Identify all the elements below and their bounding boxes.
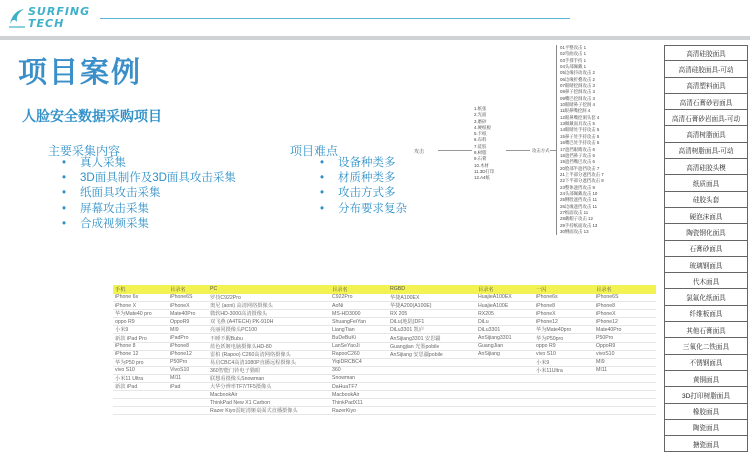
mask-type-cell: 3D打印树脂面具 xyxy=(664,387,748,403)
flow-item: 11眼鼻嘴挖洞 4 xyxy=(560,108,591,114)
table-row xyxy=(113,374,656,382)
surfing-tech-logo xyxy=(8,4,98,30)
flow-item: 7.硅胶 xyxy=(474,143,487,149)
flow-item: 07眼睛挖洞攻击 3 xyxy=(560,83,595,89)
mask-type-cell: 三氧化二铁面具 xyxy=(664,338,748,354)
flow-item: 11.3D打印 xyxy=(474,168,495,174)
table-cell: vivo S10 xyxy=(536,351,556,358)
table-cell: DiLu3301 凯庐 xyxy=(390,327,425,334)
mask-type-cell: 纸质面具 xyxy=(664,175,748,191)
table-cell: Mate40Pro xyxy=(596,326,622,333)
table-cell: MI9 xyxy=(596,359,605,366)
main-content-heading: 主要采集内容 xyxy=(48,144,121,158)
table-cell xyxy=(168,399,208,407)
table-cell xyxy=(594,399,656,407)
table-cell: AnSijiang3301 安思疆 xyxy=(390,335,441,342)
table-header-row xyxy=(113,285,656,294)
table-cell: iPhone 12 xyxy=(115,351,139,358)
mask-type-cell: 玻璃钢面具 xyxy=(664,257,748,273)
table-cell: ThinkPadX11 xyxy=(332,399,363,406)
table-cell: MacbookAir xyxy=(332,391,360,398)
table-cell xyxy=(476,366,534,374)
table-cell: ShuangFeiYan xyxy=(332,318,366,325)
table-cell: vivoS10 xyxy=(596,351,615,358)
table-cell: MI11 xyxy=(170,375,182,382)
table-cell xyxy=(388,358,476,366)
table-cell: VivoS10 xyxy=(170,367,190,374)
mask-type-list xyxy=(664,45,748,452)
flow-item: 29手持纸面攻击 13 xyxy=(560,222,598,228)
table-cell: iPhone6S xyxy=(170,294,193,301)
table-cell xyxy=(476,391,534,399)
table-cell xyxy=(113,407,168,415)
table-cell: 雷柏 (Rapoo) C260高清网络摄像头 xyxy=(210,351,291,358)
list-item: • 3D面具制作及3D面具攻击采集 xyxy=(62,171,236,186)
table-cell: oppo R9 xyxy=(115,318,135,325)
table-cell: RX 205 xyxy=(390,310,408,317)
mask-type-cell: 纤维板面具 xyxy=(664,306,748,322)
table-cell: AnSijiang3301 xyxy=(478,335,512,342)
table-cell: DiLu xyxy=(478,318,489,325)
table-cell: 奥尼 (aoni) 高清网络摄像头 xyxy=(210,303,273,310)
flow-item: 10.木材 xyxy=(474,162,489,168)
flow-item: 1.纸张 xyxy=(474,106,487,111)
table-cell: Snowman xyxy=(332,375,356,382)
list-item: • 合成视频采集 xyxy=(62,217,236,232)
attack-flow-diagram xyxy=(408,42,648,264)
flow-item: 26边缘遮挡攻击 11 xyxy=(560,203,598,209)
table-cell: iPhone8 xyxy=(536,302,556,309)
table-row xyxy=(113,358,656,366)
column-header: RGBD xyxy=(388,285,476,294)
list-item: • 设备种类多 xyxy=(320,156,407,171)
list-item: • 材质种类多 xyxy=(320,171,407,186)
table-cell: 小米9 xyxy=(115,327,129,334)
table-cell: iPhone X xyxy=(115,302,137,309)
table-cell xyxy=(388,399,476,407)
logo-text-line1: SURFING xyxy=(28,5,91,18)
table-cell: GuangJian xyxy=(478,343,504,350)
project-title: 人脸安全数据采购项目 xyxy=(22,108,162,124)
list-item: • 真人采集 xyxy=(62,156,236,171)
flow-item: 02弯曲攻击 1 xyxy=(560,51,587,57)
mask-type-cell: 其他石膏面具 xyxy=(664,322,748,338)
table-cell: DiLu(地陆)DF1 xyxy=(390,319,425,326)
table-cell: iPhone12 xyxy=(596,318,618,325)
table-row xyxy=(113,326,656,334)
mask-type-cell: 高清塑料面具 xyxy=(664,78,748,94)
table-cell: iPhone6S xyxy=(596,294,619,301)
table-cell: 360 xyxy=(332,367,341,374)
table-row xyxy=(113,366,656,374)
table-cell: 联想看摄像头Snowman xyxy=(210,375,265,382)
table-cell: iPhone6s xyxy=(536,294,558,301)
mask-type-cell: 硅胶头套 xyxy=(664,192,748,208)
table-cell: 小米9 xyxy=(536,359,550,366)
table-row xyxy=(113,342,656,350)
mask-type-cell: 高清硅胶面具-可动 xyxy=(664,61,748,77)
table-cell: OppoR9 xyxy=(596,343,616,350)
table-cell: AnSijiang xyxy=(478,351,500,358)
table-cell: AoNi xyxy=(332,302,344,309)
table-cell: C922Pro xyxy=(332,294,353,301)
table-cell: RX205 xyxy=(478,310,494,317)
table-cell: AnSijiang 安思疆pobile xyxy=(390,351,443,358)
column-header: 目录名 xyxy=(594,285,656,294)
table-row xyxy=(113,302,656,310)
flow-item: 8.树脂 xyxy=(474,150,487,156)
flow-item: 24头部佩戴攻击 10 xyxy=(560,190,598,196)
table-cell: Guangjian 光鉴pobile xyxy=(390,343,440,350)
list-item: • 攻击方式多 xyxy=(320,186,407,201)
table-cell: 亮丽同摄像头PC100 xyxy=(210,327,257,334)
flow-item: 05边缘抖动攻击 2 xyxy=(560,70,595,76)
table-cell: 华为P50 pro xyxy=(115,359,144,366)
table-cell: 华捷A200(A100E) xyxy=(390,303,432,310)
table-cell: ThinkPad New X1 Carbon xyxy=(210,399,270,406)
table-cell xyxy=(476,374,534,382)
table-cell: 易启CBC4高清1080P直播远程摄像头 xyxy=(210,359,296,366)
table-row xyxy=(113,383,656,391)
table-cell: oppo R9 xyxy=(536,343,556,350)
flow-item: 2.光面 xyxy=(474,112,487,118)
table-cell: Mate40Pro xyxy=(170,310,196,317)
table-cell: LiangTian xyxy=(332,326,355,333)
column-header: 手机 xyxy=(113,285,168,294)
difficulty-heading: 项目难点 xyxy=(290,144,339,158)
table-cell: 双飞燕 (A4TECH) PK-910H xyxy=(210,319,274,326)
table-cell: Razer Kiyo雷蛇清姬桌面式直播摄像头 xyxy=(210,408,298,415)
mask-type-cell: 不锈钢面具 xyxy=(664,355,748,371)
flow-item: 22下半部分遮挡攻击 8 xyxy=(560,178,604,184)
table-cell: iPhone 6s xyxy=(115,294,139,301)
table-cell: iPhone12 xyxy=(536,318,558,325)
flow-root-label: 攻击 xyxy=(414,149,425,155)
flow-item: 12.A4纸 xyxy=(474,175,490,181)
flow-item: 13佩戴面具攻击 5 xyxy=(560,121,595,127)
flow-item: 4.硬纸板 xyxy=(474,124,491,130)
table-cell: 华为Mate40pro xyxy=(536,327,572,334)
mask-type-cell: 硬泡沫面具 xyxy=(664,208,748,224)
logo-text-line2: TECH xyxy=(28,17,65,30)
main-content-list xyxy=(62,156,236,232)
table-row xyxy=(113,334,656,342)
table-cell: P50Pro xyxy=(596,335,614,342)
mask-type-cell: 高清树脂面具 xyxy=(664,126,748,142)
table-cell: 罗技C922Pro xyxy=(210,294,241,301)
flow-item: 14眼睛处手持攻击 5 xyxy=(560,127,600,133)
flow-item: 17遮挡眼睛攻击 6 xyxy=(560,146,595,152)
table-cell: RapooC260 xyxy=(332,351,360,358)
table-row xyxy=(113,407,656,415)
table-row xyxy=(113,391,656,399)
table-cell: MS-HD3000 xyxy=(332,310,361,317)
mask-type-cell: 高清硅胶面具 xyxy=(664,45,748,61)
table-cell xyxy=(534,391,594,399)
table-cell: HuajieA100E xyxy=(478,302,509,309)
mask-type-cell: 高清树脂面具-可动 xyxy=(664,143,748,159)
mask-type-cell: 陶瓷钢化面具 xyxy=(664,224,748,240)
mask-type-cell: 橡胶面具 xyxy=(664,404,748,420)
table-cell: 大华分辨率TF7/TF5摄像头 xyxy=(210,384,272,391)
table-cell: iPhone 8 xyxy=(115,343,136,350)
table-cell: iPhoneX xyxy=(596,310,616,317)
column-header: 目录名 xyxy=(168,285,208,294)
table-cell: 新款 iPad xyxy=(115,384,138,391)
mask-type-cell: 陶瓷面具 xyxy=(664,420,748,436)
flow-item: 04头部佩戴 1 xyxy=(560,64,587,70)
header-bar xyxy=(0,36,750,40)
table-cell: RazerKiyo xyxy=(332,407,356,414)
table-cell: OppoR9 xyxy=(170,318,190,325)
table-cell: iPhone8 xyxy=(170,343,190,350)
table-cell xyxy=(594,383,656,391)
table-cell: iPad xyxy=(170,383,181,390)
table-cell: MI9 xyxy=(170,326,179,333)
table-row xyxy=(113,294,656,302)
table-cell: iPhone12 xyxy=(170,351,192,358)
table-cell: iPhoneX xyxy=(536,310,556,317)
table-cell: DiLu3301 xyxy=(478,326,501,333)
table-cell xyxy=(594,374,656,382)
table-row xyxy=(113,399,656,407)
flow-connector xyxy=(506,150,530,151)
list-item: • 屏幕攻击采集 xyxy=(62,202,236,217)
table-cell: iPhoneX xyxy=(170,302,190,309)
table-cell: YiqiDRCBC4 xyxy=(332,359,362,366)
flow-item: 23整体遮挡攻击 9 xyxy=(560,184,595,190)
table-cell: DaHuaTF7 xyxy=(332,383,358,390)
table-cell xyxy=(168,407,208,415)
table-cell: LanSeYaoJi xyxy=(332,343,360,350)
table-cell xyxy=(388,374,476,382)
mask-type-cell: 氯氟化纸面具 xyxy=(664,289,748,305)
table-cell: 蓝色妖姬电脑摄像头HD-80 xyxy=(210,343,272,350)
table-cell: vivo S10 xyxy=(115,367,135,374)
table-cell: iPadPro xyxy=(170,335,189,342)
column-header: PC xyxy=(208,285,330,294)
table-row xyxy=(113,310,656,318)
table-cell: MI11 xyxy=(596,367,608,374)
page-title: 项目案例 xyxy=(18,57,143,89)
table-cell xyxy=(388,383,476,391)
flow-connector xyxy=(438,150,472,151)
table-row xyxy=(113,318,656,326)
flow-material-list xyxy=(474,106,494,182)
wave-logo-icon xyxy=(8,6,26,28)
table-cell: 小米11 Ultra xyxy=(115,375,144,382)
table-cell: 新款 iPad Pro xyxy=(115,335,147,342)
table-cell xyxy=(476,399,534,407)
flow-method-label: 攻击方式 xyxy=(532,148,550,153)
flow-item: 19遮挡嘴巴攻击 6 xyxy=(560,159,595,165)
table-cell: 小米11Ultra xyxy=(536,367,563,374)
table-cell xyxy=(388,391,476,399)
table-cell: HuajieA100EX xyxy=(478,294,512,301)
table-cell xyxy=(594,407,656,415)
flow-attack-list xyxy=(556,45,604,235)
table-cell xyxy=(113,399,168,407)
table-cell: 华捷A100EX xyxy=(390,294,420,301)
flow-item: 16嘴巴处手持攻击 5 xyxy=(560,140,600,146)
mask-type-cell: 代木面具 xyxy=(664,273,748,289)
table-cell: MacbookAir xyxy=(210,391,238,398)
table-cell xyxy=(476,358,534,366)
flow-item: 27纸面攻击 11 xyxy=(560,209,589,215)
flow-item: 09嘴巴挖洞攻击 3 xyxy=(560,95,595,101)
column-header: 目录名 xyxy=(476,285,534,294)
table-cell xyxy=(534,407,594,415)
mask-type-cell: 搪瓷面具 xyxy=(664,436,748,452)
flow-item: 21上半部分遮挡攻击 7 xyxy=(560,171,604,177)
table-cell: 360智能门铃电子猫眼 xyxy=(210,367,261,374)
flow-item: 30侧面攻击 13 xyxy=(560,228,589,234)
table-row xyxy=(113,350,656,358)
table-cell xyxy=(534,399,594,407)
flow-item: 03手撑手持 1 xyxy=(560,57,587,63)
flow-item: 06边缘折叠攻击 2 xyxy=(560,76,595,82)
flow-item: 6.布料 xyxy=(474,137,487,143)
flow-item: 3.磨砂 xyxy=(474,118,487,124)
mask-type-cell: 高清硅胶头模 xyxy=(664,159,748,175)
flow-item: 9.石膏 xyxy=(474,156,487,162)
table-cell: 不睡不醒Bubu xyxy=(210,335,243,342)
flow-item: 01平整攻击 1 xyxy=(560,45,587,50)
mask-type-cell: 黄铜面具 xyxy=(664,371,748,387)
table-cell: iPhone8 xyxy=(596,302,616,309)
table-cell: BuDeBuKi xyxy=(332,335,356,342)
flow-item: 10眼睛鼻子挖洞 4 xyxy=(560,102,595,108)
header-divider xyxy=(100,18,570,19)
flow-item: 15鼻子处手持攻击 5 xyxy=(560,133,600,139)
flow-item: 28戴帽子攻击 12 xyxy=(560,216,593,222)
table-cell: 华为Mate40 pro xyxy=(115,311,152,318)
table-cell xyxy=(388,407,476,415)
device-table xyxy=(113,285,656,415)
table-cell xyxy=(594,391,656,399)
table-cell xyxy=(168,391,208,399)
table-cell xyxy=(388,366,476,374)
table-body xyxy=(113,294,656,415)
table-cell xyxy=(476,407,534,415)
difficulty-list xyxy=(320,156,407,217)
table-cell xyxy=(476,383,534,391)
flow-item: 12眼鼻嘴挖洞头套 4 xyxy=(560,114,600,120)
table-cell: 华为P50pro xyxy=(536,335,564,342)
flow-item: 08鼻子挖洞攻击 3 xyxy=(560,89,595,95)
flow-item: 25侧脸遮挡攻击 11 xyxy=(560,197,598,203)
table-cell: 微软HD-3000高清摄像头 xyxy=(210,311,268,318)
mask-type-cell: 高清石膏砂岩面具 xyxy=(664,94,748,110)
table-cell xyxy=(534,383,594,391)
table-cell xyxy=(534,374,594,382)
list-item: • 纸面具攻击采集 xyxy=(62,186,236,201)
flow-item: 18遮挡鼻子攻击 6 xyxy=(560,152,595,158)
list-item: • 分布要求复杂 xyxy=(320,202,407,217)
column-header: 一闪 xyxy=(534,285,594,294)
mask-type-cell: 高清石膏砂岩面具-可动 xyxy=(664,110,748,126)
table-cell xyxy=(113,391,168,399)
flow-item: 5.卡纸 xyxy=(474,131,487,137)
flow-item: 20脸部半遮挡攻击 7 xyxy=(560,165,600,171)
column-header: 目录名 xyxy=(330,285,388,294)
table-cell: P50Pro xyxy=(170,359,188,366)
mask-type-cell: 石膏砂面具 xyxy=(664,241,748,257)
